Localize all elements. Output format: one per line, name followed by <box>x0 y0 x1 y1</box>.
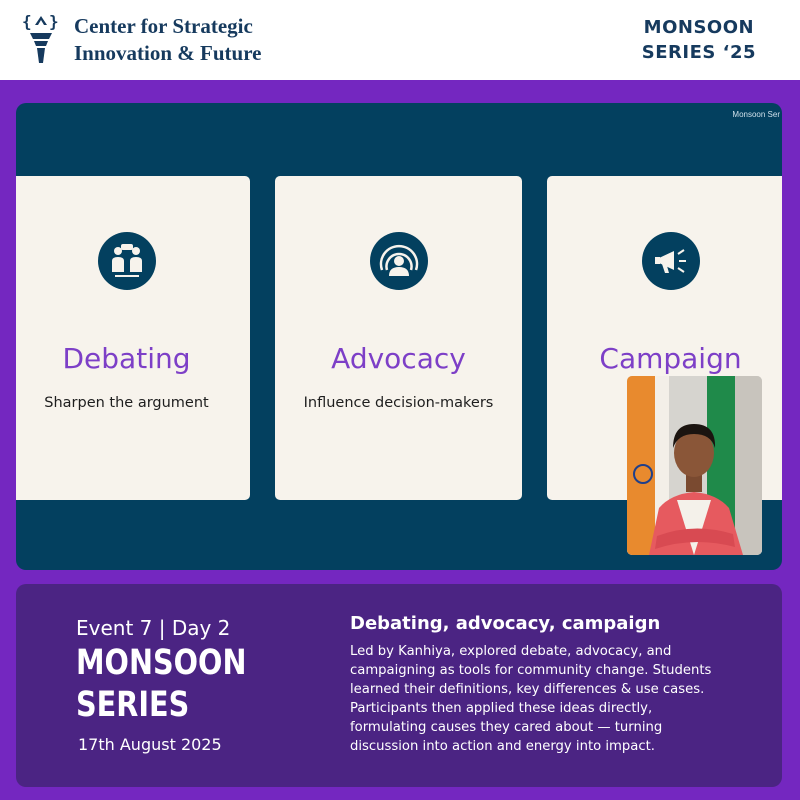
description-body: Led by Kanhiya, explored debate, advocacy, and campaigning as tools for community change. Students learned their definitions, key differences & use cases. Participants then applied these ideas directly, formulating causes they cared about — turning discussion into action and energy into impact. <box>350 644 712 754</box>
series-badge-line1: MONSOON <box>643 17 755 38</box>
card-title: Campaign <box>599 342 742 375</box>
series-title <box>76 642 246 726</box>
event-info-panel <box>16 584 782 787</box>
series-title-line1: MONSOON <box>76 643 247 683</box>
event-date: 17th August 2025 <box>78 735 222 754</box>
people-debate-icon <box>98 232 156 290</box>
org-name-line2: Innovation & Future <box>74 41 262 65</box>
header <box>0 0 800 80</box>
torch-logo-icon <box>22 13 60 65</box>
megaphone-icon <box>642 232 700 290</box>
series-badge-line2: SERIES ‘25 <box>641 42 756 63</box>
card-subtitle: Sharpen the argument <box>44 395 209 411</box>
card-title: Advocacy <box>331 342 466 375</box>
card-debating <box>16 176 250 500</box>
svg-text:}: } <box>49 13 59 31</box>
event-label: Event 7 | Day 2 <box>76 616 231 640</box>
speaker-photo <box>627 376 762 555</box>
series-badge <box>642 15 756 65</box>
description-title: Debating, advocacy, campaign <box>350 613 661 634</box>
slide-tag: Monsoon Ser <box>732 110 780 119</box>
broadcast-person-icon <box>370 232 428 290</box>
svg-text:{: { <box>22 13 32 31</box>
series-title-line2: SERIES <box>76 685 190 725</box>
card-title: Debating <box>62 342 191 375</box>
card-advocacy <box>275 176 522 500</box>
org-name-line1: Center for Strategic <box>74 14 253 38</box>
org-name <box>74 13 261 67</box>
card-subtitle: Influence decision-makers <box>303 395 494 411</box>
